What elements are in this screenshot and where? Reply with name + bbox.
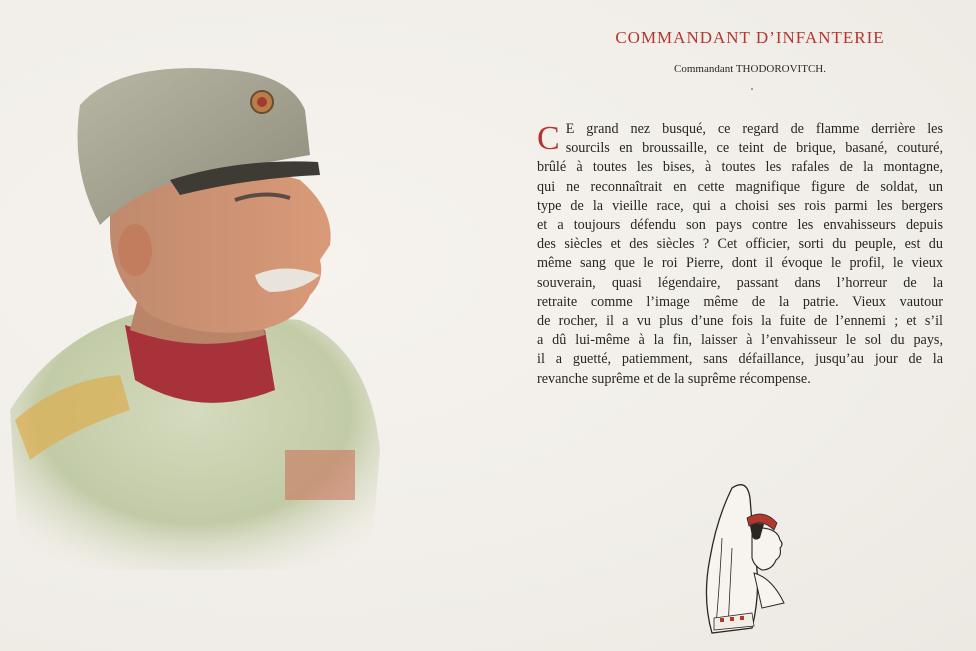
text-line: il a guetté, patiemment, sans défaillance, jusqu’au jour de la: [537, 351, 943, 368]
page-subtitle: Commandant THODOROVITCH.: [674, 63, 826, 75]
text-line: revanche suprême et de la suprême récompense.: [537, 370, 811, 387]
woman-headscarf-vignette: [692, 478, 792, 638]
text-line: des siècles et des siècles ? Cet officier, sorti du peuple, est du: [537, 236, 943, 253]
text-line: et a toujours défendu son pays contre les envahisseurs depuis: [537, 217, 943, 234]
text-line: retraite comme l’image même de la patrie. Vieux vautour: [537, 293, 943, 310]
text-line: brûlé à toutes les bises, à toutes les rafales de la montagne,: [537, 159, 943, 176]
ornament-dot: [751, 88, 753, 90]
text-line: qui ne reconnaîtrait en cette magnifique figure de soldat, un: [537, 178, 943, 195]
text-line: E grand nez busqué, ce regard de flamme derrière les: [565, 121, 943, 137]
drop-cap: C: [537, 120, 560, 157]
page-title: COMMANDANT D’INFANTERIE: [615, 28, 885, 47]
text-line: a dû lui-même à la fin, laisser à l’envahisseur le sol du pays,: [537, 332, 943, 349]
text-line: sourcils en broussaille, ce teint de brique, basané, couturé,: [565, 140, 943, 157]
text-line: de rocher, il a vu plus d’une fois la fuite de l’ennemi ; et s’il: [537, 313, 943, 330]
text-line: souverain, quasi légendaire, passant dans l’horreur de la: [537, 274, 943, 291]
article-body: [537, 120, 943, 389]
officer-portrait-illustration: [0, 30, 410, 590]
text-line: même sang que le roi Pierre, dont il évoque le profil, le vieux: [537, 255, 943, 272]
text-line: type de la vieille race, qui a choisi ses rois parmi les bergers: [537, 197, 943, 214]
